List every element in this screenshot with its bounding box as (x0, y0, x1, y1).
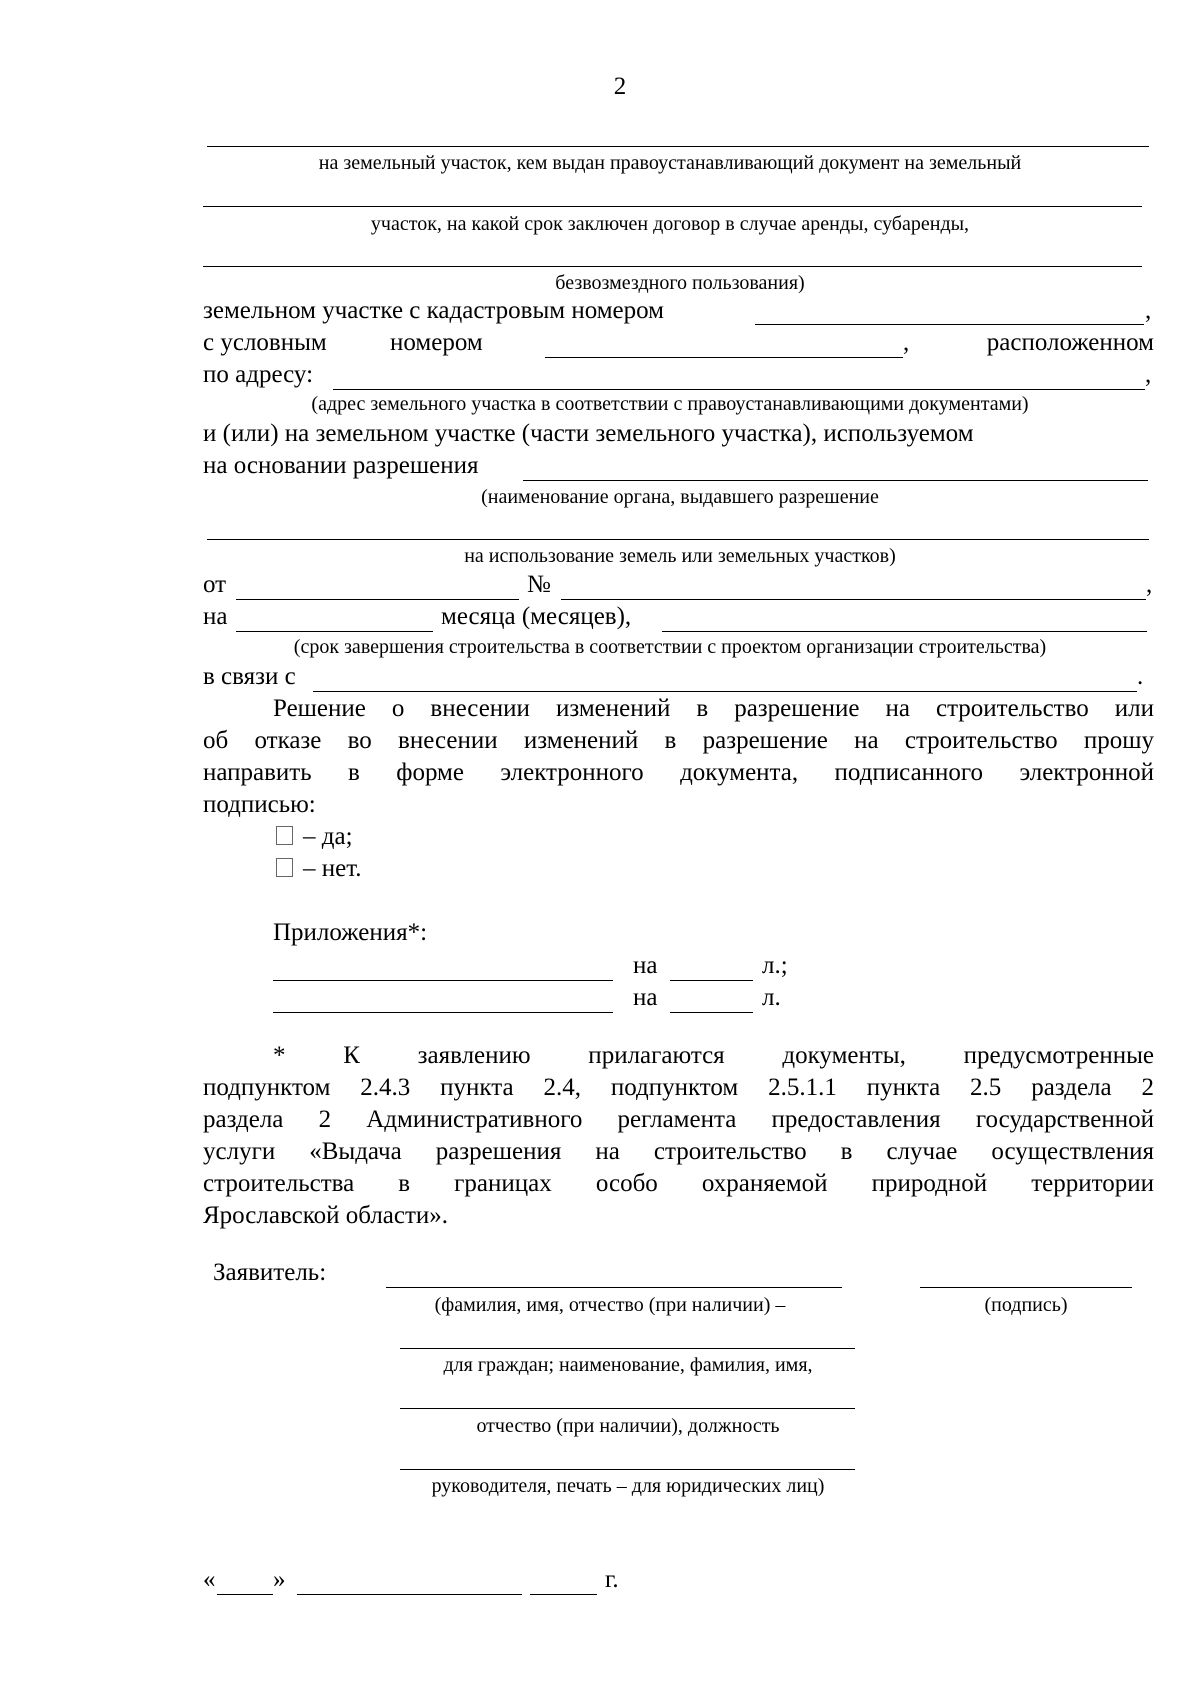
applicant-caption-3: отчество (при наличии), должность (476, 1415, 780, 1437)
footnote-line-3: раздела 2 Административного регламента предоставления государственной (203, 1106, 1154, 1133)
footnote-line-4: услуги «Выдача разрешения на строительство в случае осуществления (203, 1138, 1154, 1165)
blank-line-document (207, 146, 1149, 147)
attachment-1-sheets-label: л.; (762, 952, 788, 979)
decision-line-3: направить в форме электронного документа, подписанного электронной (203, 759, 1154, 786)
option-yes-label: – да; (303, 823, 353, 850)
attachments-title: Приложения*: (273, 919, 428, 946)
caption-contract-term: участок, на какой срок заключен договор в случае аренды, субаренды, (370, 213, 970, 235)
permit-caption-2: на использование земель или земельных участков) (464, 545, 896, 567)
conditional-label-2: номером (390, 329, 483, 356)
reason-field[interactable] (313, 691, 1137, 692)
caption-free-use: безвозмездного пользования) (555, 272, 805, 294)
date-day-field[interactable] (217, 1594, 273, 1595)
applicant-label: Заявитель: (213, 1259, 327, 1286)
usage-line: и (или) на земельном участке (части земельного участка), используемом (203, 420, 974, 447)
months-label: месяца (месяцев), (441, 603, 632, 630)
address-comma: , (1145, 361, 1152, 388)
applicant-caption-2: для граждан; наименование, фамилия, имя, (443, 1354, 813, 1376)
conditional-label-3: расположенном (986, 329, 1154, 356)
term-label: на (203, 603, 228, 630)
number-comma: , (1146, 571, 1153, 598)
permit-date-field[interactable] (236, 599, 519, 600)
option-yes[interactable] (276, 822, 353, 852)
checkbox-no[interactable] (276, 858, 293, 877)
permit-number-field[interactable] (561, 599, 1146, 600)
attachment-1-name-field[interactable] (273, 980, 613, 981)
attachment-2-on-label: на (633, 984, 658, 1011)
cadastral-label: земельном участке с кадастровым номером (203, 297, 664, 324)
footnote-line-6: Ярославской области». (203, 1202, 449, 1229)
date-open-quote: « (203, 1566, 216, 1593)
date-close-quote: » (273, 1566, 286, 1593)
signature-caption: (подпись) (984, 1294, 1068, 1316)
applicant-caption-1: (фамилия, имя, отчество (при наличии) – (434, 1294, 786, 1316)
applicant-line-3[interactable] (400, 1408, 855, 1409)
page-number: 2 (613, 73, 627, 100)
address-field[interactable] (333, 389, 1145, 390)
cadastral-row (203, 296, 1154, 326)
cadastral-number-field[interactable] (755, 324, 1144, 325)
attachment-2-sheets-label: л. (762, 984, 781, 1011)
date-year-suffix: г. (605, 1566, 619, 1593)
applicant-name-field[interactable] (386, 1287, 842, 1288)
term-end-field[interactable] (662, 631, 1147, 632)
attachment-1-on-label: на (633, 952, 658, 979)
footnote-line-1: * К заявлению прилагаются документы, предусмотренные (273, 1042, 1154, 1069)
term-caption: (срок завершения строительства в соответствии с проектом организации строительства) (293, 636, 1047, 658)
cadastral-comma: , (1145, 297, 1152, 324)
footnote-line-2: подпунктом 2.4.3 пункта 2.4, подпунктом 2.5.1.1 пункта 2.5 раздела 2 (203, 1074, 1154, 1101)
decision-line-1: Решение о внесении изменений в разрешение на строительство или (273, 695, 1154, 722)
address-caption: (адрес земельного участка в соответствии с правоустанавливающими документами) (311, 393, 1029, 415)
attachment-2-name-field[interactable] (273, 1012, 613, 1013)
conditional-comma: , (903, 329, 910, 356)
permit-label: на основании разрешения (203, 452, 479, 479)
blank-line-usage (203, 266, 1142, 267)
attachment-1-sheets-field[interactable] (670, 980, 753, 981)
date-year-field[interactable] (530, 1594, 597, 1595)
conditional-number-field[interactable] (545, 357, 903, 358)
term-months-field[interactable] (236, 631, 433, 632)
number-sign: № (527, 571, 551, 598)
applicant-signature-field[interactable] (920, 1287, 1132, 1288)
checkbox-yes[interactable] (276, 826, 293, 845)
address-label: по адресу: (203, 361, 314, 388)
reason-period: . (1137, 663, 1144, 690)
decision-line-4: подписью: (203, 791, 316, 818)
blank-line-permit (207, 539, 1149, 540)
footnote-line-5: строительства в границах особо охраняемой природной территории (203, 1170, 1154, 1197)
permit-authority-field[interactable] (523, 480, 1148, 481)
permit-caption-1: (наименование органа, выдавшего разрешение (481, 486, 879, 508)
option-no[interactable] (276, 854, 362, 884)
conditional-label-1: с условным (203, 329, 327, 356)
applicant-caption-4: руководителя, печать – для юридических лиц) (431, 1475, 825, 1497)
attachment-2-sheets-field[interactable] (670, 1012, 753, 1013)
date-month-field[interactable] (297, 1594, 522, 1595)
reason-label: в связи с (203, 663, 296, 690)
caption-document-issuer: на земельный участок, кем выдан правоустанавливающий документ на земельный (318, 152, 1022, 174)
applicant-line-2[interactable] (400, 1348, 855, 1349)
option-no-label: – нет. (303, 855, 362, 882)
decision-line-2: об отказе во внесении изменений в разрешение на строительство прошу (203, 727, 1154, 754)
applicant-line-4[interactable] (400, 1469, 855, 1470)
from-label: от (203, 571, 227, 598)
blank-line-term (203, 206, 1142, 207)
